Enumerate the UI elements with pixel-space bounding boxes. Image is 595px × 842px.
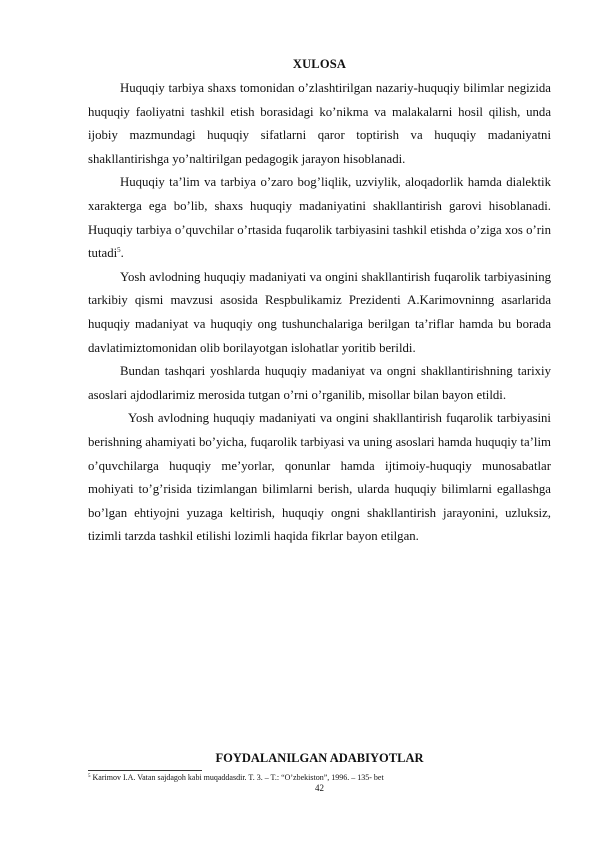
- footnote-text: Karimov I.A. Vatan sajdagoh kabi muqaddasdir. T. 3. – T.: “O’zbekiston”, 1996. – 135- bet: [90, 773, 384, 782]
- paragraph: Bundan tashqari yoshlarda huquqiy madaniyat va ongni shakllantirishning tarixiy asoslari ajdodlarimiz merosida tutgan o’rni o’rganilib, misollar bilan bayon etildi.: [88, 364, 551, 402]
- paragraph: Huquqiy tarbiya shaxs tomonidan o’zlashtirilgan nazariy-huquqiy bilimlar negizida huquqiy faoliyatni tashkil etish borasidagi ko’nikma va malakalarni hosil qilish, unda ijobiy mazmundagi huquqiy sifatlarni qaror toptirish va huquqiy madaniyatni shakllantirishga yo’naltirilgan pedagogik jarayon hisoblanadi.: [88, 81, 551, 166]
- footnote-divider: [88, 770, 202, 771]
- footnote-reference[interactable]: 5: [117, 246, 121, 255]
- paragraph: Yosh avlodning huquqiy madaniyati va ongini shakllantirish fuqarolik tarbiyasini berishning ahamiyati bo’yicha, fuqarolik tarbiyasi va uning asoslari hamda huquqiy ta’lim o’quvchilarga huquqiy me’yorlar, qonunlar hamda ijtimoiy-huquqiy munosabatlar mohiyati to’g’risida tizimlangan bilimlarni berish, ularda huquqiy bilimlarni egallashga bo’lgan ehtiyojni yuzaga keltirish, huquqiy ongni shakllantirish jarayonini, uzluksiz, tizimli tarzda tashkil etilishi lozimli haqida fikrlar bayon etilgan.: [88, 411, 551, 544]
- references-heading: FOYDALANILGAN ADABIYOTLAR: [215, 751, 424, 765]
- paragraph-text: Huquqiy ta’lim va tarbiya o’zaro bog’liqlik, uzviylik, aloqadorlik hamda dialektik xarakterga ega bo’lib, shaxs huquqiy madaniyatini shakllantirish garovi hisoblanadi. Huquqiy tarbiya o’quvchilar o’rtasida fuqarolik tarbiyasini tashkil etishda o’ziga xos o’rin tutadi: [88, 175, 551, 261]
- body-text: [88, 77, 551, 549]
- footnote-number: 5: [88, 774, 91, 779]
- footnote: [88, 773, 551, 783]
- page-number: 42: [315, 783, 324, 793]
- paragraph: Yosh avlodning huquqiy madaniyati va ongini shakllantirish fuqarolik tarbiyasining tarkibiy qismi mavzusi asosida Respbulikamiz Prezidenti A.Karimovninng asarlarida huquqiy madaniyat va huquqiy ong tushunchalariga berilgan ta’riflar hamda bu borada davlatimiztomonidan olib borilayotgan islohatlar yoritib berildi.: [88, 269, 551, 355]
- paragraph: Huquqiy ta’lim va tarbiya o’zaro bog’liqlik, uzviylik, aloqadorlik hamda dialektik xarakterga ega bo’lib, shaxs huquqiy madaniyatini shakllantirish garovi hisoblanadi. Huquqiy tarbiya o’quvchilar o’rtasida fuqarolik tarbiyasini tashkil etishda o’ziga xos o’rin tutadi$^5$.: [88, 175, 551, 261]
- section-title: XULOSA: [292, 57, 347, 71]
